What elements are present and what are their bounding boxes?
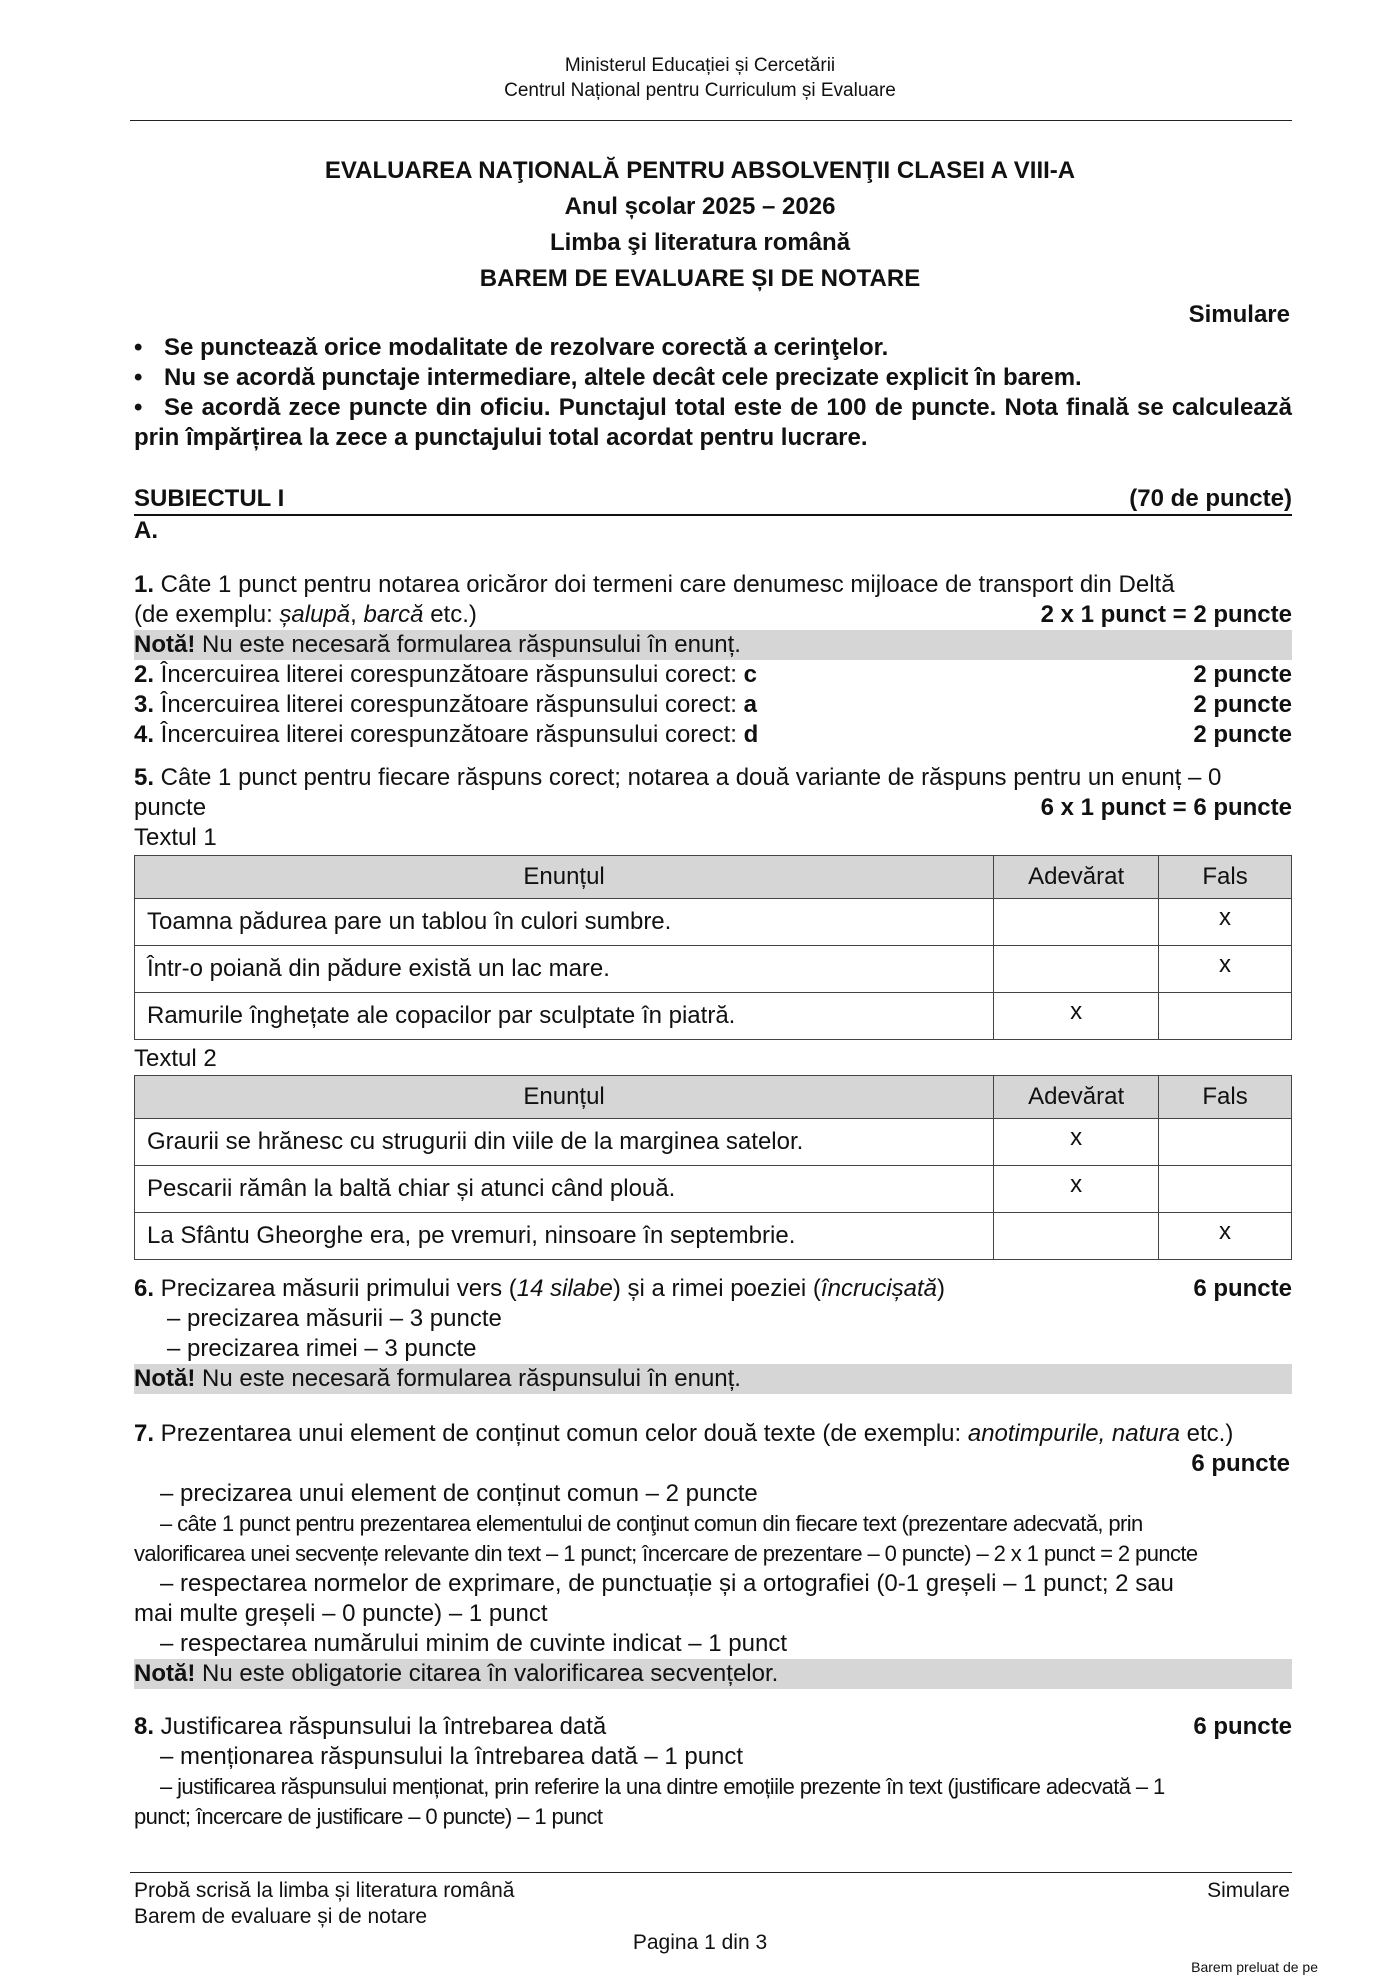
- section-label: A.: [134, 517, 158, 544]
- true-mark: x: [994, 993, 1159, 1040]
- item-2: 2. Încercuirea literei corespunzătoare răspunsului corect: c 2 puncte: [134, 661, 1292, 688]
- column-header: Enunțul: [135, 856, 994, 899]
- note-7: Notă! Nu este obligatorie citarea în valorificarea secvențelor.: [134, 1659, 1292, 1689]
- column-header: Adevărat: [994, 1076, 1159, 1119]
- false-mark: x: [1159, 946, 1292, 993]
- rule-bullet: • Se punctează orice modalitate de rezolvare corectă a cerinţelor.: [134, 334, 889, 361]
- true-false-table-1: [134, 855, 1292, 1040]
- item-6-criterion: – precizarea măsurii – 3 puncte: [167, 1305, 502, 1332]
- subject-name: Limba şi literatura română: [549, 229, 851, 256]
- true-mark: [994, 946, 1159, 993]
- true-mark: [994, 899, 1159, 946]
- item-2-points: 2 puncte: [1193, 661, 1292, 688]
- footer-divider: [130, 1872, 1292, 1873]
- item-1-points: 2 x 1 punct = 2 puncte: [1040, 601, 1292, 628]
- center-name: Centrul Național pentru Curriculum și Evaluare: [504, 80, 896, 101]
- statement-cell: Pescarii rămân la baltă chiar și atunci când plouă.: [135, 1166, 994, 1213]
- item-1: 1. Câte 1 punct pentru notarea oricăror doi termeni care denumesc mijloace de transport din Deltă: [134, 571, 1175, 598]
- subject-points: (70 de puncte): [1129, 485, 1292, 512]
- table-row: [135, 946, 1292, 993]
- item-5-points: 6 x 1 punct = 6 puncte: [1040, 794, 1292, 821]
- column-header: Enunțul: [135, 1076, 994, 1119]
- bullet-icon: •: [134, 334, 143, 361]
- false-mark: [1159, 1119, 1292, 1166]
- table-1-caption: Textul 1: [134, 824, 217, 851]
- table-2-caption: Textul 2: [134, 1045, 217, 1072]
- false-mark: x: [1159, 899, 1292, 946]
- item-8-criterion-cont: punct; încercare de justificare – 0 puncte) – 1 punct: [134, 1804, 603, 1829]
- column-header: Adevărat: [994, 856, 1159, 899]
- statement-cell: Într-o poiană din pădure există un lac mare.: [135, 946, 994, 993]
- item-3: 3. Încercuirea literei corespunzătoare răspunsului corect: a 2 puncte: [134, 691, 1292, 718]
- page-number: Pagina 1 din 3: [632, 1931, 768, 1954]
- statement-cell: Toamna pădurea pare un tablou în culori sumbre.: [135, 899, 994, 946]
- table-row: [135, 993, 1292, 1040]
- header-divider: [130, 120, 1292, 121]
- exam-title: EVALUAREA NAŢIONALĂ PENTRU ABSOLVENŢII CLASEI A VIII-A: [324, 157, 1076, 184]
- note-6: Notă! Nu este necesară formularea răspunsului în enunț.: [134, 1364, 1292, 1394]
- item-8-criterion: – justificarea răspunsului menționat, prin referire la una dintre emoțiile prezente în text (justificare adecvată – 1: [160, 1774, 1165, 1799]
- item-7: 7. Prezentarea unui element de conținut comun celor două texte (de exemplu: anotimpurile, natura etc.): [134, 1420, 1234, 1447]
- item-6: 6. Precizarea măsurii primului vers (14 silabe) și a rimei poeziei (încrucișată) 6 puncte: [134, 1275, 1292, 1302]
- table-row: [135, 899, 1292, 946]
- barem-title: BAREM DE EVALUARE ȘI DE NOTARE: [479, 265, 921, 292]
- item-7-points: 6 puncte: [1191, 1450, 1290, 1477]
- rule-bullet: • Se acordă zece puncte din oficiu. Punctajul total este de 100 de puncte. Nota finală se calculează prin împărțirea la zece a punctajului total acordat pentru lucrare.: [134, 394, 1292, 451]
- true-mark: [994, 1213, 1159, 1260]
- ministry-name: Ministerul Educației și Cercetării: [564, 55, 836, 76]
- item-6-points: 6 puncte: [1193, 1275, 1292, 1302]
- column-header: Fals: [1159, 856, 1292, 899]
- statement-cell: Graurii se hrănesc cu strugurii din viile de la marginea satelor.: [135, 1119, 994, 1166]
- source-note: Barem preluat de pe: [1191, 1959, 1318, 1975]
- bullet-icon: •: [134, 394, 143, 421]
- true-mark: x: [994, 1166, 1159, 1213]
- true-false-table-2: [134, 1075, 1292, 1260]
- note-1: Notă! Nu este necesară formularea răspunsului în enunț.: [134, 630, 1292, 660]
- statement-cell: La Sfântu Gheorghe era, pe vremuri, ninsoare în septembrie.: [135, 1213, 994, 1260]
- true-mark: x: [994, 1119, 1159, 1166]
- item-8: 8. Justificarea răspunsului la întrebarea dată 6 puncte: [134, 1713, 1292, 1740]
- table-row: [135, 1213, 1292, 1260]
- simulare-label: Simulare: [1188, 301, 1290, 328]
- item-8-criterion: – menționarea răspunsului la întrebarea dată – 1 punct: [160, 1743, 744, 1770]
- item-5-cont: puncte 6 x 1 punct = 6 puncte: [134, 794, 1292, 821]
- false-mark: x: [1159, 1213, 1292, 1260]
- item-4-points: 2 puncte: [1193, 721, 1292, 748]
- table-header-row: [135, 1076, 1292, 1119]
- item-7-criterion: – precizarea unui element de conținut comun – 2 puncte: [160, 1480, 758, 1507]
- item-7-criterion: – respectarea normelor de exprimare, de punctuație și a ortografiei (0-1 greșeli – 1 punct; 2 sau: [160, 1570, 1174, 1597]
- footer-exam-name: Probă scrisă la limba și literatura română: [134, 1879, 515, 1902]
- item-3-points: 2 puncte: [1193, 691, 1292, 718]
- item-8-points: 6 puncte: [1193, 1713, 1292, 1740]
- column-header: Fals: [1159, 1076, 1292, 1119]
- table-header-row: [135, 856, 1292, 899]
- bullet-icon: •: [134, 364, 143, 391]
- rule-bullet: • Nu se acordă punctaje intermediare, altele decât cele precizate explicit în barem.: [134, 364, 1082, 391]
- footer-simulare: Simulare: [1207, 1879, 1290, 1902]
- item-1-examples: (de exemplu: șalupă, barcă etc.) 2 x 1 punct = 2 puncte: [134, 601, 1292, 628]
- table-row: [135, 1166, 1292, 1213]
- footer-doc-name: Barem de evaluare și de notare: [134, 1905, 428, 1928]
- item-6-criterion: – precizarea rimei – 3 puncte: [167, 1335, 477, 1362]
- item-7-criterion: – câte 1 punct pentru prezentarea elementului de conţinut comun din fiecare text (prezentare adecvată, prin: [160, 1511, 1143, 1536]
- subject-label: SUBIECTUL I: [134, 485, 285, 512]
- statement-cell: Ramurile înghețate ale copacilor par sculptate în piatră.: [135, 993, 994, 1040]
- item-5: 5. Câte 1 punct pentru fiecare răspuns corect; notarea a două variante de răspuns pentru un enunț – 0: [134, 764, 1222, 791]
- false-mark: [1159, 993, 1292, 1040]
- item-7-criterion-cont: mai multe greșeli – 0 puncte) – 1 punct: [134, 1600, 548, 1627]
- item-4: 4. Încercuirea literei corespunzătoare răspunsului corect: d 2 puncte: [134, 721, 1292, 748]
- subject-heading: [134, 484, 1292, 516]
- school-year: Anul școlar 2025 – 2026: [564, 193, 836, 220]
- item-7-criterion-cont: valorificarea unei secvențe relevante din text – 1 punct; încercare de prezentare – 0 puncte) – 2 x 1 punct = 2 puncte: [134, 1541, 1198, 1566]
- item-7-criterion: – respectarea numărului minim de cuvinte indicat – 1 punct: [160, 1630, 787, 1657]
- table-row: [135, 1119, 1292, 1166]
- false-mark: [1159, 1166, 1292, 1213]
